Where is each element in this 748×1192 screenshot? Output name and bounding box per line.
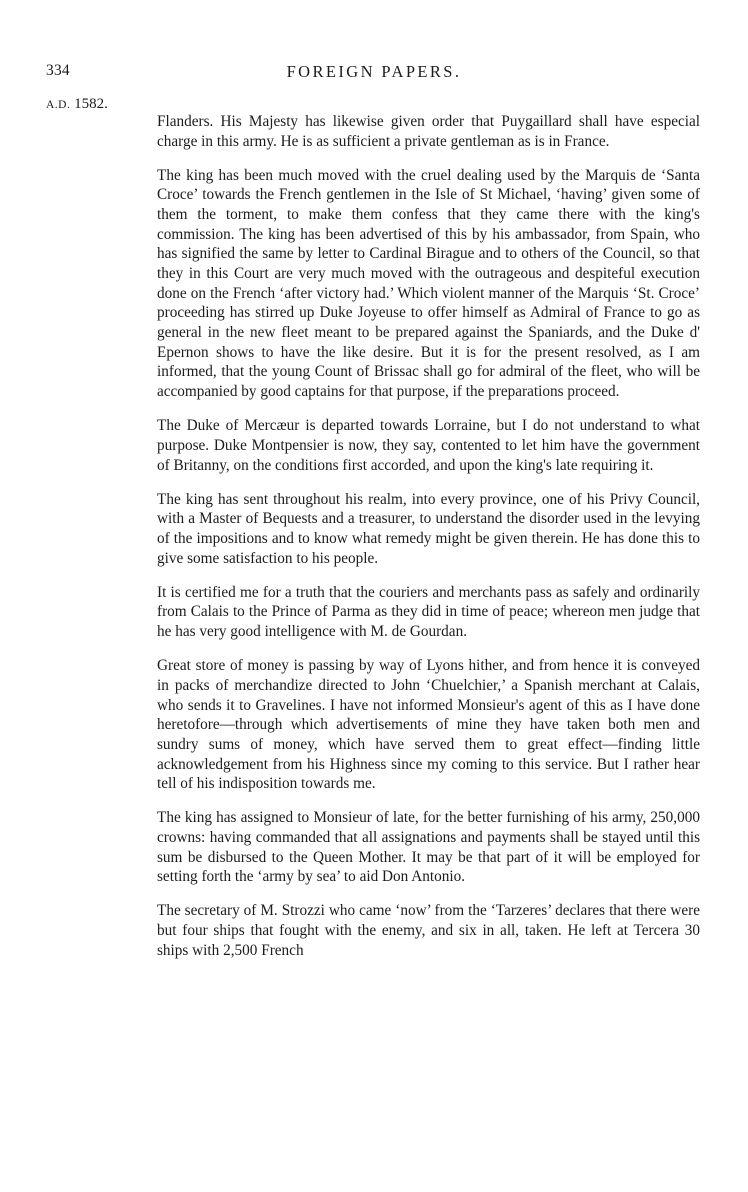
- page-number: 334: [46, 62, 70, 79]
- running-title: FOREIGN PAPERS.: [286, 62, 462, 81]
- paragraph-1: Flanders. His Majesty has likewise given order that Puygaillard shall have especial charge in this army. He is as sufficient a private gentleman as is in France.: [157, 113, 700, 150]
- paragraph-2: The king has been much moved with the cruel dealing used by the Marquis de ‘Santa Croce’ towards the French gentlemen in the Isle of St Michael, ‘having’ given some of them the torment, to make them confess that they came there with the king's commission. The king has been advertised of this by his ambassador, from Spain, who has signified the same by letter to Cardinal Birague and to others of the Council, so that they in this Court are very much moved with the outrageous and despiteful execution done on the French ‘after victory had.’ Which violent manner of the Marquis ‘St. Croce’ proceeding has stirred up Duke Joyeuse to offer himself as Admiral of France to go as general in the new fleet meant to be prepared against the Spaniards, and the Duke d' Epernon shows to have the like desire. But it is for the present resolved, as I am informed, that the young Count of Brissac shall go for admiral of the fleet, who will be accompanied by good captains for that purpose, if the preparations proceed.: [157, 166, 700, 401]
- paragraph-5: It is certified me for a truth that the couriers and merchants pass as safely and ordinarily from Calais to the Prince of Parma as they did in time of peace; whereon men judge that he has very good intelligence with M. de Gourdan.: [157, 583, 700, 641]
- margin-date: [46, 96, 108, 113]
- paragraph-8: The secretary of M. Strozzi who came ‘now’ from the ‘Tarzeres’ declares that there were but four ships that fought with the enemy, and six in all, taken. He left at Tercera 30 ships with 2,500 French: [157, 902, 700, 959]
- margin-ad-label: A.D.: [46, 99, 71, 111]
- margin-year: 1582.: [74, 96, 108, 112]
- paragraph-6: Great store of money is passing by way of Lyons hither, and from hence it is conveyed in packs of merchandize directed to John ‘Chuelchier,’ a Spanish merchant at Calais, who sends it to Gravelines. I have not informed Monsieur's agent of this as I have done heretofore—through which advertisements of mine they have taken both men and sundry sums of money, which have served them to great effect—finding little acknowledgement from his Highness since my coming to this service. But I rather hear tell of his indisposition towards me.: [157, 657, 700, 793]
- paragraph-3: The Duke of Mercæur is departed towards Lorraine, but I do not understand to what purpose. Duke Montpensier is now, they say, contented to let him have the government of Britanny, on the conditions first accorded, and upon the king's late requiring it.: [157, 417, 700, 474]
- paragraph-7: The king has assigned to Monsieur of late, for the better furnishing of his army, 250,000 crowns: having commanded that all assignations and payments shall be stayed until this sum be disbursed to the Queen Mother. It may be that part of it will be employed for setting forth the ‘army by sea’ to aid Don Antonio.: [157, 809, 700, 886]
- body-text: [157, 112, 700, 975]
- paragraph-4: The king has sent throughout his realm, into every province, one of his Privy Council, with a Master of Bequests and a treasurer, to understand the disorder used in the levying of the impositions and to know what remedy might be given therein. He has done this to give some satisfaction to his people.: [157, 490, 700, 567]
